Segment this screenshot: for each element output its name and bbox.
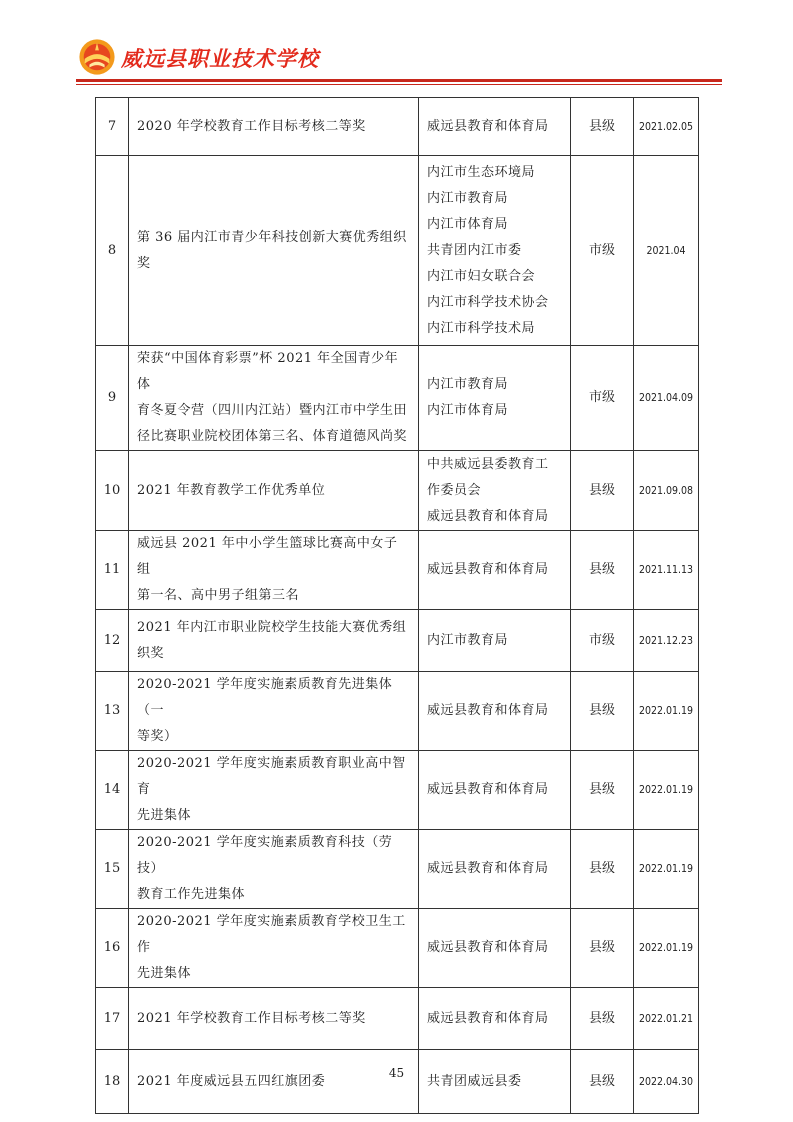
- awards-table-body: [96, 98, 699, 1114]
- issuing-org-cell: [419, 451, 571, 531]
- award-name-line: 先进集体: [137, 808, 192, 823]
- issuing-org-line: 作委员会: [427, 482, 482, 498]
- awards-table: [95, 97, 699, 1114]
- award-date-cell: 2022.01.19: [634, 830, 699, 909]
- table-row: [96, 346, 699, 451]
- award-name-line: 第一名、高中男子组第三名: [137, 588, 300, 603]
- issuing-org-cell: [419, 988, 571, 1050]
- award-name-line: 2021 年度威远县五四红旗团委: [137, 1073, 326, 1089]
- issuing-org-line: 威远县教育和体育局: [427, 118, 549, 134]
- award-name-line: 等奖）: [137, 729, 178, 744]
- award-date-cell: 2022.04.30: [634, 1050, 699, 1114]
- award-name-line: 2020-2021 学年度实施素质教育学校卫生工作: [137, 914, 406, 955]
- award-level-cell: 市级: [571, 346, 634, 451]
- award-name-cell: [129, 988, 419, 1050]
- table-row: [96, 451, 699, 531]
- award-name-cell: [129, 98, 419, 156]
- award-name-line: 教育工作先进集体: [137, 887, 246, 902]
- issuing-org-line: 内江市妇女联合会: [427, 268, 536, 284]
- award-level-cell: 县级: [571, 531, 634, 610]
- award-level-cell: 县级: [571, 451, 634, 531]
- row-number-cell: 15: [96, 830, 129, 909]
- award-date-cell: 2022.01.21: [634, 988, 699, 1050]
- row-number-cell: 13: [96, 672, 129, 751]
- award-name-line: 径比赛职业院校团体第三名、体育道德风尚奖: [137, 429, 408, 444]
- row-number-cell: 9: [96, 346, 129, 451]
- award-name-line: 2021 年内江市职业院校学生技能大赛优秀组: [137, 619, 407, 635]
- issuing-org-line: 内江市生态环境局: [427, 164, 536, 180]
- issuing-org-cell: [419, 346, 571, 451]
- issuing-org-line: 威远县教育和体育局: [427, 703, 549, 718]
- award-name-cell: [129, 1050, 419, 1114]
- award-level-cell: 市级: [571, 156, 634, 346]
- row-number-cell: 11: [96, 531, 129, 610]
- issuing-org-line: 内江市体育局: [427, 216, 509, 232]
- award-level-cell: 县级: [571, 909, 634, 988]
- header-rule-thin: [76, 84, 722, 85]
- issuing-org-line: 共青团威远县委: [427, 1073, 522, 1089]
- award-name-cell: [129, 830, 419, 909]
- award-level-cell: 市级: [571, 610, 634, 672]
- page-header: [0, 0, 793, 90]
- award-level-cell: 县级: [571, 751, 634, 830]
- award-name-line: 奖: [137, 255, 151, 271]
- table-row: [96, 610, 699, 672]
- table-row: [96, 98, 699, 156]
- award-name-cell: [129, 451, 419, 531]
- award-date-cell: 2022.01.19: [634, 751, 699, 830]
- page-number: 45: [388, 1066, 405, 1080]
- award-name-line: 织奖: [137, 645, 165, 661]
- award-level-cell: 县级: [571, 830, 634, 909]
- award-name-line: 第 36 届内江市青少年科技创新大赛优秀组织: [137, 229, 407, 245]
- issuing-org-cell: [419, 156, 571, 346]
- table-row: [96, 672, 699, 751]
- issuing-org-line: 内江市体育局: [427, 403, 509, 418]
- row-number-cell: 8: [96, 156, 129, 346]
- award-name-cell: [129, 909, 419, 988]
- table-row: [96, 830, 699, 909]
- issuing-org-cell: [419, 830, 571, 909]
- header-rule-thick: [76, 79, 722, 82]
- award-name-line: 2020 年学校教育工作目标考核二等奖: [137, 118, 366, 134]
- table-row: [96, 751, 699, 830]
- issuing-org-line: 内江市教育局: [427, 377, 509, 392]
- award-date-cell: 2021.04.09: [634, 346, 699, 451]
- award-name-line: 先进集体: [137, 966, 192, 981]
- table-row: [96, 156, 699, 346]
- row-number-cell: 12: [96, 610, 129, 672]
- issuing-org-cell: [419, 610, 571, 672]
- issuing-org-cell: [419, 751, 571, 830]
- table-row: [96, 531, 699, 610]
- award-date-cell: 2022.01.19: [634, 909, 699, 988]
- award-name-cell: [129, 751, 419, 830]
- issuing-org-cell: [419, 98, 571, 156]
- issuing-org-line: 威远县教育和体育局: [427, 861, 549, 876]
- award-name-cell: [129, 610, 419, 672]
- award-name-line: 2020-2021 学年度实施素质教育科技（劳技）: [137, 835, 393, 876]
- issuing-org-line: 威远县教育和体育局: [427, 940, 549, 955]
- award-date-cell: 2021.09.08: [634, 451, 699, 531]
- award-name-cell: [129, 672, 419, 751]
- award-name-cell: [129, 156, 419, 346]
- table-row: [96, 988, 699, 1050]
- row-number-cell: 17: [96, 988, 129, 1050]
- award-name-line: 育冬夏令营（四川内江站）暨内江市中学生田: [137, 403, 408, 418]
- row-number-cell: 16: [96, 909, 129, 988]
- award-name-line: 2021 年教育教学工作优秀单位: [137, 482, 326, 498]
- issuing-org-line: 内江市科学技术局: [427, 320, 536, 336]
- issuing-org-line: 内江市教育局: [427, 190, 509, 206]
- award-level-cell: 县级: [571, 98, 634, 156]
- row-number-cell: 14: [96, 751, 129, 830]
- school-logo-icon: [78, 38, 116, 76]
- issuing-org-cell: [419, 672, 571, 751]
- row-number-cell: 7: [96, 98, 129, 156]
- school-name: 威远县职业技术学校: [121, 47, 319, 71]
- award-date-cell: 2021.04: [634, 156, 699, 346]
- award-level-cell: 县级: [571, 1050, 634, 1114]
- table-row: [96, 909, 699, 988]
- award-level-cell: 县级: [571, 672, 634, 751]
- award-date-cell: 2021.12.23: [634, 610, 699, 672]
- award-date-cell: 2022.01.19: [634, 672, 699, 751]
- issuing-org-cell: [419, 1050, 571, 1114]
- issuing-org-line: 内江市教育局: [427, 632, 509, 648]
- table-row: [96, 1050, 699, 1114]
- issuing-org-line: 内江市科学技术协会: [427, 294, 549, 310]
- row-number-cell: 10: [96, 451, 129, 531]
- issuing-org-cell: [419, 531, 571, 610]
- issuing-org-line: 威远县教育和体育局: [427, 508, 549, 524]
- issuing-org-line: 威远县教育和体育局: [427, 782, 549, 797]
- issuing-org-cell: [419, 909, 571, 988]
- issuing-org-line: 共青团内江市委: [427, 242, 522, 258]
- award-name-line: 荣获“中国体育彩票”杯 2021 年全国青少年体: [137, 351, 399, 392]
- award-name-line: 威远县 2021 年中小学生篮球比赛高中女子组: [137, 536, 398, 577]
- issuing-org-line: 中共威远县委教育工: [427, 456, 549, 472]
- issuing-org-line: 威远县教育和体育局: [427, 1010, 549, 1026]
- award-name-line: 2020-2021 学年度实施素质教育职业高中智育: [137, 756, 406, 797]
- award-level-cell: 县级: [571, 988, 634, 1050]
- issuing-org-line: 威远县教育和体育局: [427, 562, 549, 577]
- award-name-line: 2020-2021 学年度实施素质教育先进集体（一: [137, 677, 393, 718]
- award-name-cell: [129, 531, 419, 610]
- award-date-cell: 2021.02.05: [634, 98, 699, 156]
- award-name-line: 2021 年学校教育工作目标考核二等奖: [137, 1010, 366, 1026]
- row-number-cell: 18: [96, 1050, 129, 1114]
- award-name-cell: [129, 346, 419, 451]
- award-date-cell: 2021.11.13: [634, 531, 699, 610]
